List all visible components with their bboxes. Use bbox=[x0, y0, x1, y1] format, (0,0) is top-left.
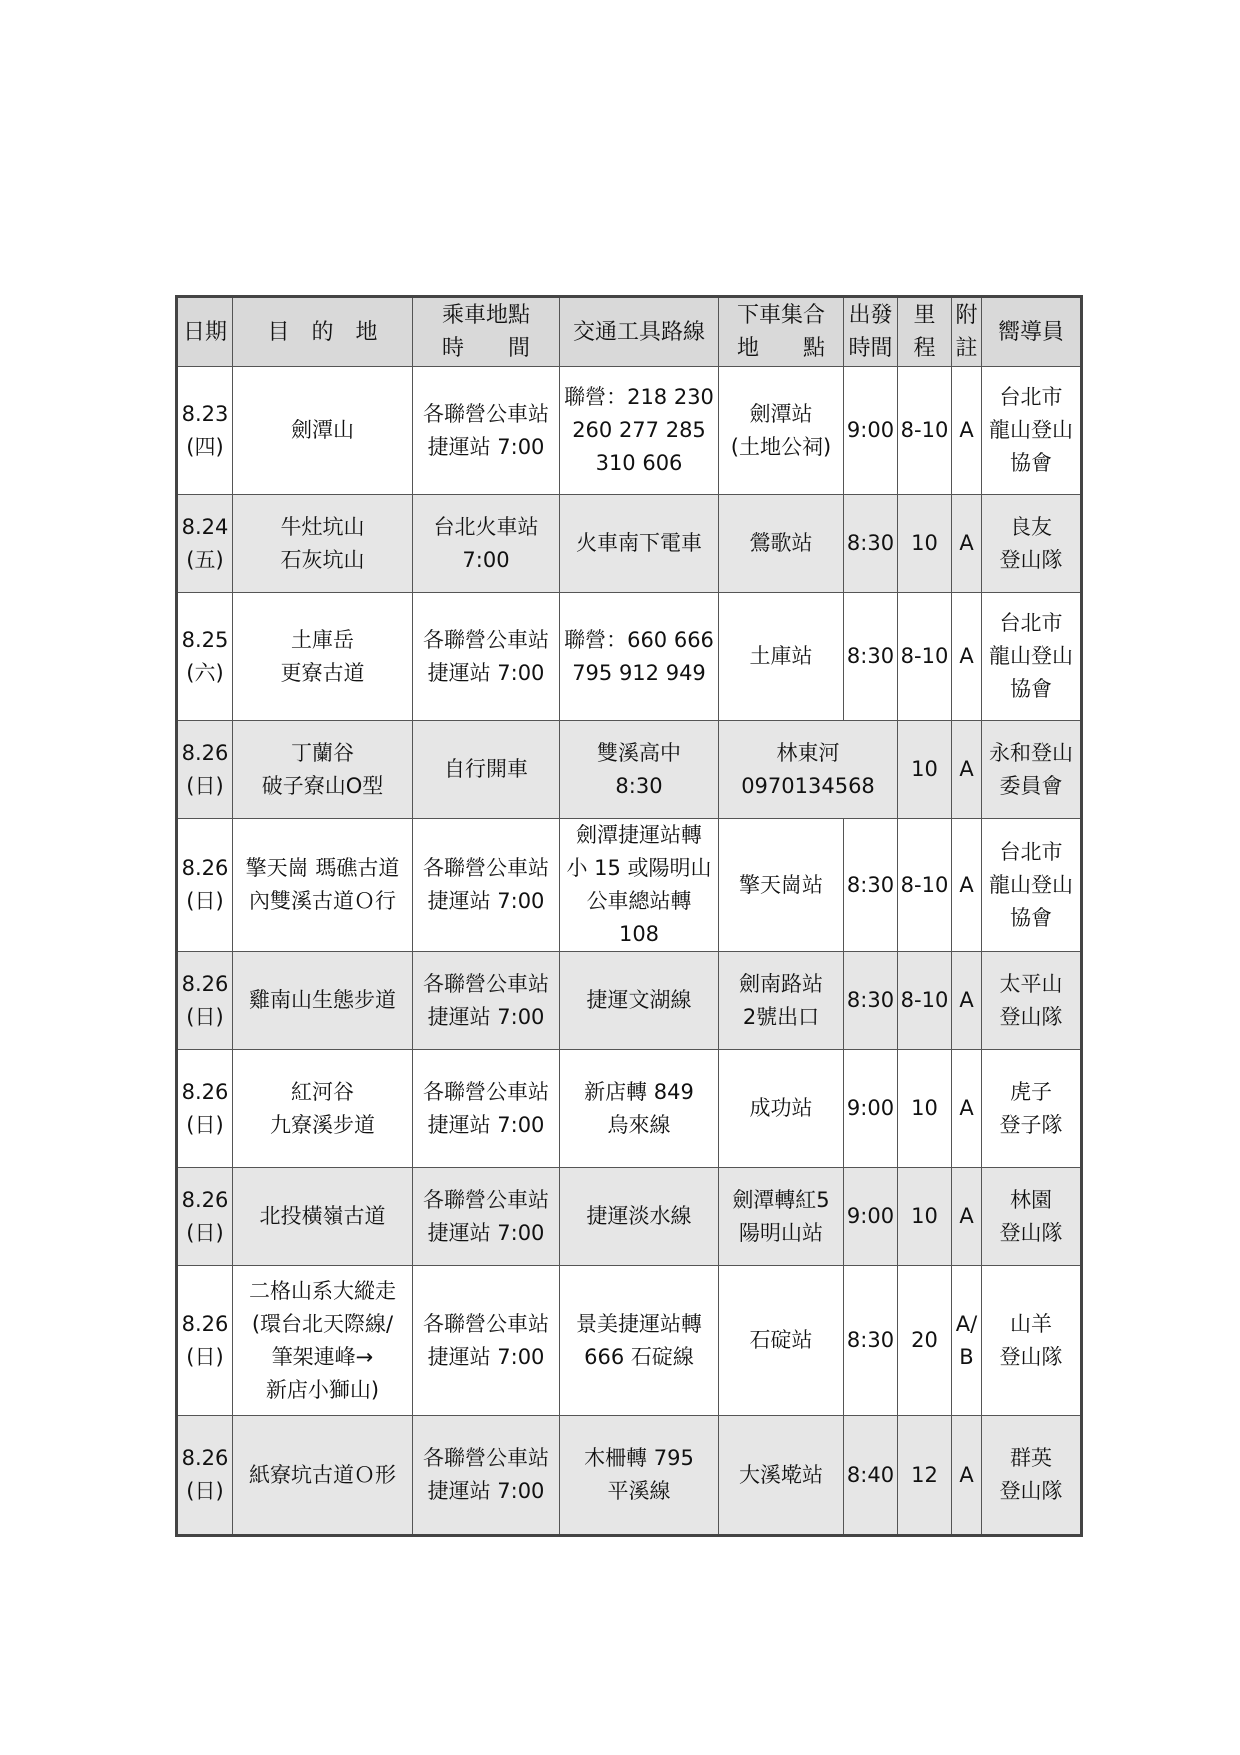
cell-transport bbox=[560, 952, 719, 1050]
cell-destination bbox=[233, 1266, 413, 1416]
cell-note-line: A bbox=[959, 872, 974, 897]
cell-depart-line: 8:30 bbox=[846, 988, 895, 1012]
table-row bbox=[177, 593, 1082, 721]
cell-boarding bbox=[413, 495, 560, 593]
cell-guide-line: 台北市 bbox=[999, 611, 1063, 635]
cell-boarding-line: 捷運站 7:00 bbox=[427, 1004, 545, 1029]
cell-transport-line: 火車南下電車 bbox=[576, 531, 702, 555]
cell-meeting bbox=[719, 952, 844, 1050]
cell-date bbox=[177, 593, 233, 721]
cell-boarding bbox=[413, 1050, 560, 1168]
header-boarding-line1: 乘車地點 bbox=[441, 303, 530, 328]
cell-depart bbox=[844, 819, 898, 952]
cell-note-line: A bbox=[959, 757, 974, 781]
cell-guide bbox=[982, 367, 1082, 495]
cell-destination-line: 內雙溪古道Ｏ行 bbox=[249, 889, 396, 913]
cell-boarding-line: 各聯營公車站 bbox=[423, 856, 549, 880]
cell-note bbox=[952, 721, 982, 819]
cell-guide-line: 協會 bbox=[1010, 677, 1052, 701]
cell-guide-line: 虎子 bbox=[1010, 1079, 1052, 1104]
table-row bbox=[177, 1266, 1082, 1416]
cell-depart bbox=[844, 1416, 898, 1536]
cell-transport bbox=[560, 1416, 719, 1536]
cell-meeting-line: 土庫站 bbox=[749, 644, 813, 668]
schedule-body bbox=[177, 367, 1082, 1536]
cell-date-line: 8.26 bbox=[181, 971, 229, 996]
cell-destination-line: 石灰坑山 bbox=[280, 547, 365, 572]
cell-destination bbox=[233, 495, 413, 593]
cell-date bbox=[177, 721, 233, 819]
cell-boarding-line: 各聯營公車站 bbox=[423, 1311, 549, 1336]
cell-distance bbox=[898, 1416, 952, 1536]
cell-note-line: A bbox=[959, 988, 974, 1012]
cell-guide bbox=[982, 593, 1082, 721]
cell-transport-line: 捷運文湖線 bbox=[586, 988, 692, 1012]
cell-transport bbox=[560, 367, 719, 495]
cell-guide bbox=[982, 721, 1082, 819]
cell-date-line: (日) bbox=[186, 889, 224, 913]
cell-date-line: (四) bbox=[186, 434, 224, 459]
cell-date bbox=[177, 1168, 233, 1266]
header-depart-line2: 時間 bbox=[848, 336, 893, 361]
cell-transport-line: 聯營：218 230 bbox=[564, 385, 714, 409]
cell-guide-line: 登子隊 bbox=[999, 1112, 1063, 1137]
cell-meeting bbox=[719, 1050, 844, 1168]
cell-guide-line: 登山隊 bbox=[999, 1344, 1063, 1369]
cell-boarding-line: 各聯營公車站 bbox=[423, 1187, 549, 1212]
cell-date-line: (日) bbox=[186, 773, 224, 798]
cell-destination bbox=[233, 952, 413, 1050]
cell-note bbox=[952, 1168, 982, 1266]
cell-date-line: (日) bbox=[186, 1004, 224, 1029]
cell-destination-line: 更寮古道 bbox=[280, 660, 365, 685]
cell-date bbox=[177, 1416, 233, 1536]
cell-meeting-line: 劍潭站 bbox=[749, 401, 813, 426]
cell-distance-line: 8-10 bbox=[900, 644, 949, 668]
cell-distance-line: 10 bbox=[911, 1096, 938, 1120]
header-distance bbox=[898, 297, 952, 367]
cell-note bbox=[952, 1266, 982, 1416]
cell-destination-line: 九寮溪步道 bbox=[270, 1112, 375, 1137]
cell-meeting-line: 2號出口 bbox=[742, 1004, 820, 1029]
cell-destination-line: 劍潭山 bbox=[291, 418, 354, 442]
cell-date bbox=[177, 367, 233, 495]
cell-note-line: A bbox=[959, 1462, 974, 1487]
header-date: 日期 bbox=[177, 297, 233, 367]
cell-guide-line: 委員會 bbox=[999, 773, 1063, 798]
cell-guide-line: 登山隊 bbox=[999, 547, 1063, 572]
header-depart-line1: 出發 bbox=[848, 303, 893, 328]
cell-note-line: A/ bbox=[955, 1311, 978, 1336]
cell-transport-line: 捷運淡水線 bbox=[586, 1204, 692, 1228]
cell-boarding-line: 捷運站 7:00 bbox=[427, 889, 545, 913]
cell-date-line: 8.26 bbox=[181, 1187, 229, 1212]
cell-transport-line: 景美捷運站轉 bbox=[576, 1311, 702, 1336]
cell-date-line: 8.26 bbox=[181, 1079, 229, 1104]
cell-destination-line: 雞南山生態步道 bbox=[249, 988, 396, 1012]
cell-date-line: (日) bbox=[186, 1479, 224, 1503]
cell-transport bbox=[560, 1266, 719, 1416]
cell-depart bbox=[844, 593, 898, 721]
header-depart bbox=[844, 297, 898, 367]
cell-guide bbox=[982, 1050, 1082, 1168]
cell-transport bbox=[560, 1168, 719, 1266]
cell-distance bbox=[898, 952, 952, 1050]
cell-depart-line: 9:00 bbox=[846, 418, 895, 442]
cell-guide bbox=[982, 495, 1082, 593]
cell-transport-line: 烏來線 bbox=[607, 1112, 671, 1137]
cell-note bbox=[952, 952, 982, 1050]
cell-guide-line: 太平山 bbox=[999, 971, 1063, 996]
cell-guide-line: 登山隊 bbox=[999, 1479, 1063, 1503]
cell-distance-line: 8-10 bbox=[900, 418, 949, 442]
cell-boarding bbox=[413, 721, 560, 819]
cell-depart-line: 9:00 bbox=[846, 1204, 895, 1228]
table-row bbox=[177, 721, 1082, 819]
cell-distance bbox=[898, 495, 952, 593]
cell-distance bbox=[898, 721, 952, 819]
cell-boarding bbox=[413, 1168, 560, 1266]
cell-transport-line: 木柵轉 795 bbox=[584, 1446, 694, 1470]
cell-guide-line: 群英 bbox=[1010, 1446, 1052, 1470]
table-row bbox=[177, 367, 1082, 495]
hiking-schedule-table bbox=[175, 295, 1083, 1537]
cell-boarding bbox=[413, 1266, 560, 1416]
cell-meeting-line: 擎天崗站 bbox=[739, 872, 823, 897]
cell-note-line: B bbox=[959, 1344, 974, 1369]
cell-date-line: 8.26 bbox=[181, 740, 229, 765]
cell-boarding-line: 捷運站 7:00 bbox=[427, 1112, 545, 1137]
cell-boarding-line: 捷運站 7:00 bbox=[427, 1220, 545, 1245]
cell-meeting-line: 陽明山站 bbox=[739, 1220, 823, 1245]
cell-transport bbox=[560, 721, 719, 819]
header-note bbox=[952, 297, 982, 367]
cell-destination bbox=[233, 593, 413, 721]
table-row bbox=[177, 819, 1082, 952]
table-row bbox=[177, 1168, 1082, 1266]
cell-meeting-line: 劍南路站 bbox=[739, 971, 823, 996]
cell-destination bbox=[233, 367, 413, 495]
cell-date-line: 8.26 bbox=[181, 856, 229, 880]
cell-transport bbox=[560, 819, 719, 952]
cell-depart-line: 8:30 bbox=[846, 644, 895, 668]
cell-boarding-line: 7:00 bbox=[462, 547, 510, 572]
cell-date bbox=[177, 952, 233, 1050]
cell-date-line: 8.23 bbox=[181, 401, 229, 426]
cell-meeting bbox=[719, 721, 898, 819]
cell-guide-line: 龍山登山 bbox=[989, 418, 1073, 442]
cell-destination-line: 筆架連峰→ bbox=[271, 1344, 374, 1369]
cell-depart bbox=[844, 367, 898, 495]
cell-guide bbox=[982, 1416, 1082, 1536]
cell-note-line: A bbox=[959, 644, 974, 668]
cell-distance-line: 8-10 bbox=[900, 872, 949, 897]
header-row bbox=[177, 297, 1082, 367]
header-distance-line1: 里 bbox=[913, 303, 936, 328]
cell-distance bbox=[898, 1168, 952, 1266]
cell-boarding-line: 各聯營公車站 bbox=[423, 627, 549, 652]
cell-guide-line: 良友 bbox=[1010, 514, 1052, 539]
header-meeting-line2: 地 點 bbox=[736, 336, 825, 361]
cell-date-line: (日) bbox=[186, 1220, 224, 1245]
cell-distance bbox=[898, 367, 952, 495]
cell-note-line: A bbox=[959, 531, 974, 555]
cell-depart-line: 8:30 bbox=[846, 872, 895, 897]
cell-meeting bbox=[719, 495, 844, 593]
cell-guide-line: 龍山登山 bbox=[989, 872, 1073, 897]
cell-note bbox=[952, 495, 982, 593]
header-distance-line2: 程 bbox=[913, 336, 936, 361]
cell-guide-line: 龍山登山 bbox=[989, 644, 1073, 668]
cell-transport-line: 平溪線 bbox=[607, 1479, 671, 1503]
header-boarding bbox=[413, 297, 560, 367]
cell-boarding-line: 各聯營公車站 bbox=[423, 971, 549, 996]
cell-guide bbox=[982, 1266, 1082, 1416]
cell-date-line: (六) bbox=[186, 660, 224, 685]
cell-boarding bbox=[413, 819, 560, 952]
cell-transport bbox=[560, 593, 719, 721]
cell-boarding bbox=[413, 593, 560, 721]
cell-boarding-line: 捷運站 7:00 bbox=[427, 1479, 545, 1503]
cell-destination-line: 二格山系大縱走 bbox=[249, 1278, 396, 1303]
cell-note bbox=[952, 819, 982, 952]
header-note-line1: 附 bbox=[955, 303, 978, 328]
cell-note bbox=[952, 1050, 982, 1168]
cell-guide-line: 永和登山 bbox=[989, 740, 1073, 765]
cell-destination-line: 紅河谷 bbox=[291, 1079, 354, 1104]
cell-guide bbox=[982, 1168, 1082, 1266]
cell-guide-line: 登山隊 bbox=[999, 1004, 1063, 1029]
cell-destination bbox=[233, 1050, 413, 1168]
cell-meeting-line: (土地公祠) bbox=[730, 434, 832, 459]
cell-destination-line: 破子寮山O型 bbox=[261, 773, 384, 798]
cell-boarding-line: 捷運站 7:00 bbox=[427, 660, 545, 685]
cell-date-line: 8.26 bbox=[181, 1311, 229, 1336]
cell-distance-line: 10 bbox=[911, 1204, 938, 1228]
cell-boarding-line: 台北火車站 bbox=[433, 514, 539, 539]
cell-destination bbox=[233, 1168, 413, 1266]
cell-date bbox=[177, 819, 233, 952]
cell-distance-line: 10 bbox=[911, 757, 938, 781]
cell-distance-line: 12 bbox=[911, 1462, 938, 1487]
cell-distance bbox=[898, 1050, 952, 1168]
cell-date-line: (日) bbox=[186, 1344, 224, 1369]
cell-destination-line: (環台北天際線/ bbox=[251, 1311, 394, 1336]
table-row bbox=[177, 952, 1082, 1050]
cell-destination bbox=[233, 819, 413, 952]
table-row bbox=[177, 1416, 1082, 1536]
cell-guide-line: 台北市 bbox=[999, 385, 1063, 409]
cell-guide-line: 協會 bbox=[1010, 451, 1052, 475]
cell-transport-line: 666 石碇線 bbox=[584, 1344, 694, 1369]
cell-date bbox=[177, 1050, 233, 1168]
cell-date bbox=[177, 495, 233, 593]
cell-transport-line: 310 606 bbox=[595, 451, 683, 475]
cell-transport-line: 聯營：660 666 bbox=[564, 627, 714, 652]
cell-depart-line: 8:30 bbox=[846, 1328, 895, 1352]
cell-guide-line: 台北市 bbox=[999, 839, 1063, 864]
cell-transport-line: 公車總站轉 bbox=[586, 889, 692, 913]
cell-depart-line: 8:30 bbox=[846, 531, 895, 555]
cell-note-line: A bbox=[959, 418, 974, 442]
cell-depart bbox=[844, 1050, 898, 1168]
cell-transport-line: 8:30 bbox=[615, 773, 663, 798]
cell-meeting-line: 劍潭轉紅5 bbox=[732, 1187, 830, 1212]
cell-destination bbox=[233, 1416, 413, 1536]
header-meeting-line1: 下車集合 bbox=[736, 303, 825, 328]
cell-transport-line: 小 15 或陽明山 bbox=[566, 856, 712, 880]
cell-date bbox=[177, 1266, 233, 1416]
cell-boarding-line: 捷運站 7:00 bbox=[427, 434, 545, 459]
cell-transport-line: 108 bbox=[618, 922, 660, 946]
cell-depart-line: 8:40 bbox=[846, 1462, 895, 1487]
cell-destination-line: 丁蘭谷 bbox=[291, 740, 354, 765]
cell-depart bbox=[844, 1266, 898, 1416]
cell-meeting-line: 林東河 bbox=[776, 740, 840, 765]
cell-distance bbox=[898, 1266, 952, 1416]
cell-distance-line: 20 bbox=[911, 1328, 938, 1352]
header-meeting bbox=[719, 297, 844, 367]
cell-distance-line: 10 bbox=[911, 531, 938, 555]
cell-meeting-line: 大溪墘站 bbox=[739, 1462, 823, 1487]
cell-transport-line: 劍潭捷運站轉 bbox=[576, 823, 702, 847]
cell-distance bbox=[898, 819, 952, 952]
cell-boarding-line: 各聯營公車站 bbox=[423, 401, 549, 426]
cell-transport-line: 795 912 949 bbox=[572, 660, 706, 685]
header-note-line2: 註 bbox=[955, 336, 978, 361]
cell-note-line: A bbox=[959, 1096, 974, 1120]
cell-destination-line: 土庫岳 bbox=[291, 627, 354, 652]
cell-date-line: 8.24 bbox=[181, 514, 229, 539]
cell-guide-line: 登山隊 bbox=[999, 1220, 1063, 1245]
cell-meeting-line: 0970134568 bbox=[741, 773, 875, 798]
cell-guide-line: 協會 bbox=[1010, 905, 1052, 930]
cell-meeting bbox=[719, 1266, 844, 1416]
cell-transport-line: 雙溪高中 bbox=[597, 740, 681, 765]
cell-meeting bbox=[719, 367, 844, 495]
cell-transport-line: 260 277 285 bbox=[572, 418, 706, 442]
cell-boarding-line: 捷運站 7:00 bbox=[427, 1344, 545, 1369]
cell-destination-line: 新店小獅山) bbox=[265, 1377, 380, 1402]
cell-boarding-line: 自行開車 bbox=[444, 757, 528, 781]
cell-boarding bbox=[413, 952, 560, 1050]
cell-destination-line: 擎天崗 瑪礁古道 bbox=[245, 856, 400, 880]
cell-note bbox=[952, 593, 982, 721]
cell-destination-line: 北投橫嶺古道 bbox=[259, 1204, 386, 1228]
cell-guide bbox=[982, 952, 1082, 1050]
cell-meeting bbox=[719, 1168, 844, 1266]
cell-meeting bbox=[719, 819, 844, 952]
cell-transport bbox=[560, 495, 719, 593]
cell-date-line: 8.25 bbox=[181, 627, 229, 652]
cell-meeting bbox=[719, 593, 844, 721]
cell-date-line: (日) bbox=[186, 1112, 224, 1137]
cell-meeting-line: 成功站 bbox=[749, 1096, 813, 1120]
cell-depart bbox=[844, 952, 898, 1050]
cell-boarding-line: 各聯營公車站 bbox=[423, 1079, 549, 1104]
header-transport: 交通工具路線 bbox=[560, 297, 719, 367]
cell-note bbox=[952, 367, 982, 495]
cell-depart-line: 9:00 bbox=[846, 1096, 895, 1120]
cell-transport-line: 新店轉 849 bbox=[584, 1079, 694, 1104]
table-row bbox=[177, 1050, 1082, 1168]
header-destination: 目 的 地 bbox=[233, 297, 413, 367]
cell-destination bbox=[233, 721, 413, 819]
cell-boarding-line: 各聯營公車站 bbox=[423, 1446, 549, 1470]
cell-distance-line: 8-10 bbox=[900, 988, 949, 1012]
cell-meeting bbox=[719, 1416, 844, 1536]
header-guide: 嚮導員 bbox=[982, 297, 1082, 367]
cell-destination-line: 紙寮坑古道Ｏ形 bbox=[249, 1462, 396, 1487]
cell-meeting-line: 鶯歌站 bbox=[749, 531, 813, 555]
cell-depart bbox=[844, 495, 898, 593]
cell-boarding bbox=[413, 1416, 560, 1536]
cell-guide bbox=[982, 819, 1082, 952]
cell-date-line: 8.26 bbox=[181, 1446, 229, 1470]
cell-transport bbox=[560, 1050, 719, 1168]
cell-meeting-line: 石碇站 bbox=[749, 1328, 813, 1352]
table-row bbox=[177, 495, 1082, 593]
header-boarding-line2: 時 間 bbox=[441, 336, 530, 361]
cell-guide-line: 山羊 bbox=[1010, 1311, 1052, 1336]
cell-boarding bbox=[413, 367, 560, 495]
cell-depart bbox=[844, 1168, 898, 1266]
cell-guide-line: 林園 bbox=[1010, 1187, 1052, 1212]
cell-destination-line: 牛灶坑山 bbox=[280, 514, 365, 539]
cell-distance bbox=[898, 593, 952, 721]
cell-note bbox=[952, 1416, 982, 1536]
cell-note-line: A bbox=[959, 1204, 974, 1228]
cell-date-line: (五) bbox=[186, 547, 224, 572]
